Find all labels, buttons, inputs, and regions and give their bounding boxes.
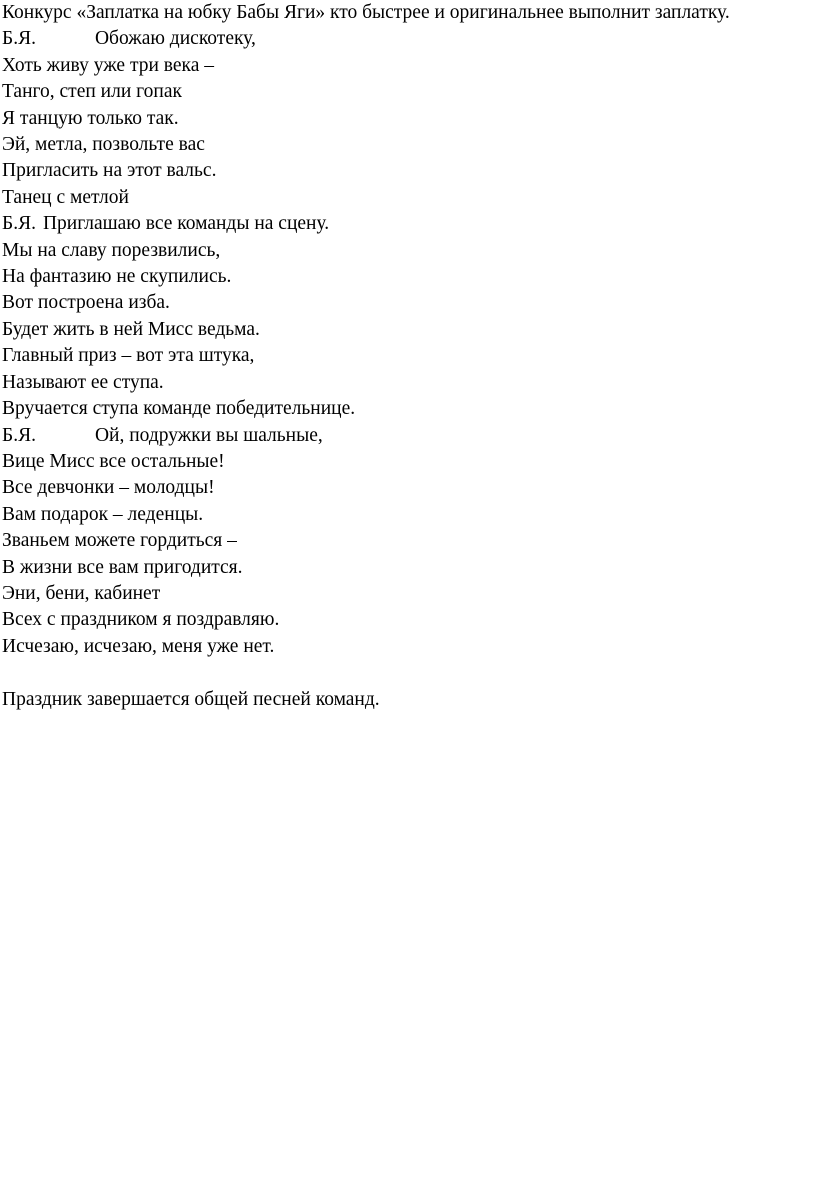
- closing-note: Праздник завершается общей песней команд.: [2, 688, 380, 710]
- verse-line: На фантазию не скупились.: [2, 266, 232, 288]
- stage-direction: Танец с метлой: [2, 186, 129, 208]
- verse-line: [2, 211, 814, 237]
- speaker-label: Б.Я.: [2, 213, 36, 235]
- verse-line: Исчезаю, исчезаю, меня уже нет.: [2, 635, 275, 657]
- stage-direction: Вручается ступа команде победительнице.: [2, 398, 356, 420]
- blank-line: [2, 660, 814, 686]
- verse-line: Эни, бени, кабинет: [2, 582, 161, 604]
- verse-line: [2, 26, 814, 52]
- verse-text: Приглашаю все команды на сцену.: [42, 213, 330, 235]
- document-page: [2, 0, 814, 713]
- verse-text: Ой, подружки вы шальные,: [94, 424, 323, 446]
- speaker-label: Б.Я.: [2, 424, 36, 446]
- verse-line: Вот построена изба.: [2, 292, 170, 314]
- verse-line: Я танцую только так.: [2, 107, 179, 129]
- verse-line: Называют ее ступа.: [2, 371, 164, 393]
- verse-line: Танго, степ или гопак: [2, 81, 182, 103]
- verse-line: Званьем можете гордиться –: [2, 530, 237, 552]
- verse-line: В жизни все вам пригодится.: [2, 556, 243, 578]
- verse-line: Все девчонки – молодцы!: [2, 477, 215, 499]
- verse-line: Всех с праздником я поздравляю.: [2, 609, 280, 631]
- verse-line: Главный приз – вот эта штука,: [2, 345, 255, 367]
- contest-intro: Конкурс «Заплатка на юбку Бабы Яги» кто быстрее и оригинальнее выполнит заплатку.: [2, 2, 730, 23]
- verse-line: Хоть живу уже три века –: [2, 54, 214, 76]
- verse-line: Мы на славу порезвились,: [2, 239, 221, 261]
- verse-line: Эй, метла, позвольте вас: [2, 134, 205, 156]
- verse-line: Будет жить в ней Мисс ведьма.: [2, 318, 260, 340]
- verse-line: Вице Мисс все остальные!: [2, 450, 225, 472]
- verse-line: [2, 423, 814, 449]
- speaker-label: Б.Я.: [2, 28, 36, 50]
- verse-line: Пригласить на этот вальс.: [2, 160, 217, 182]
- verse-text: Обожаю дискотеку,: [94, 28, 256, 50]
- verse-line: Вам подарок – леденцы.: [2, 503, 204, 525]
